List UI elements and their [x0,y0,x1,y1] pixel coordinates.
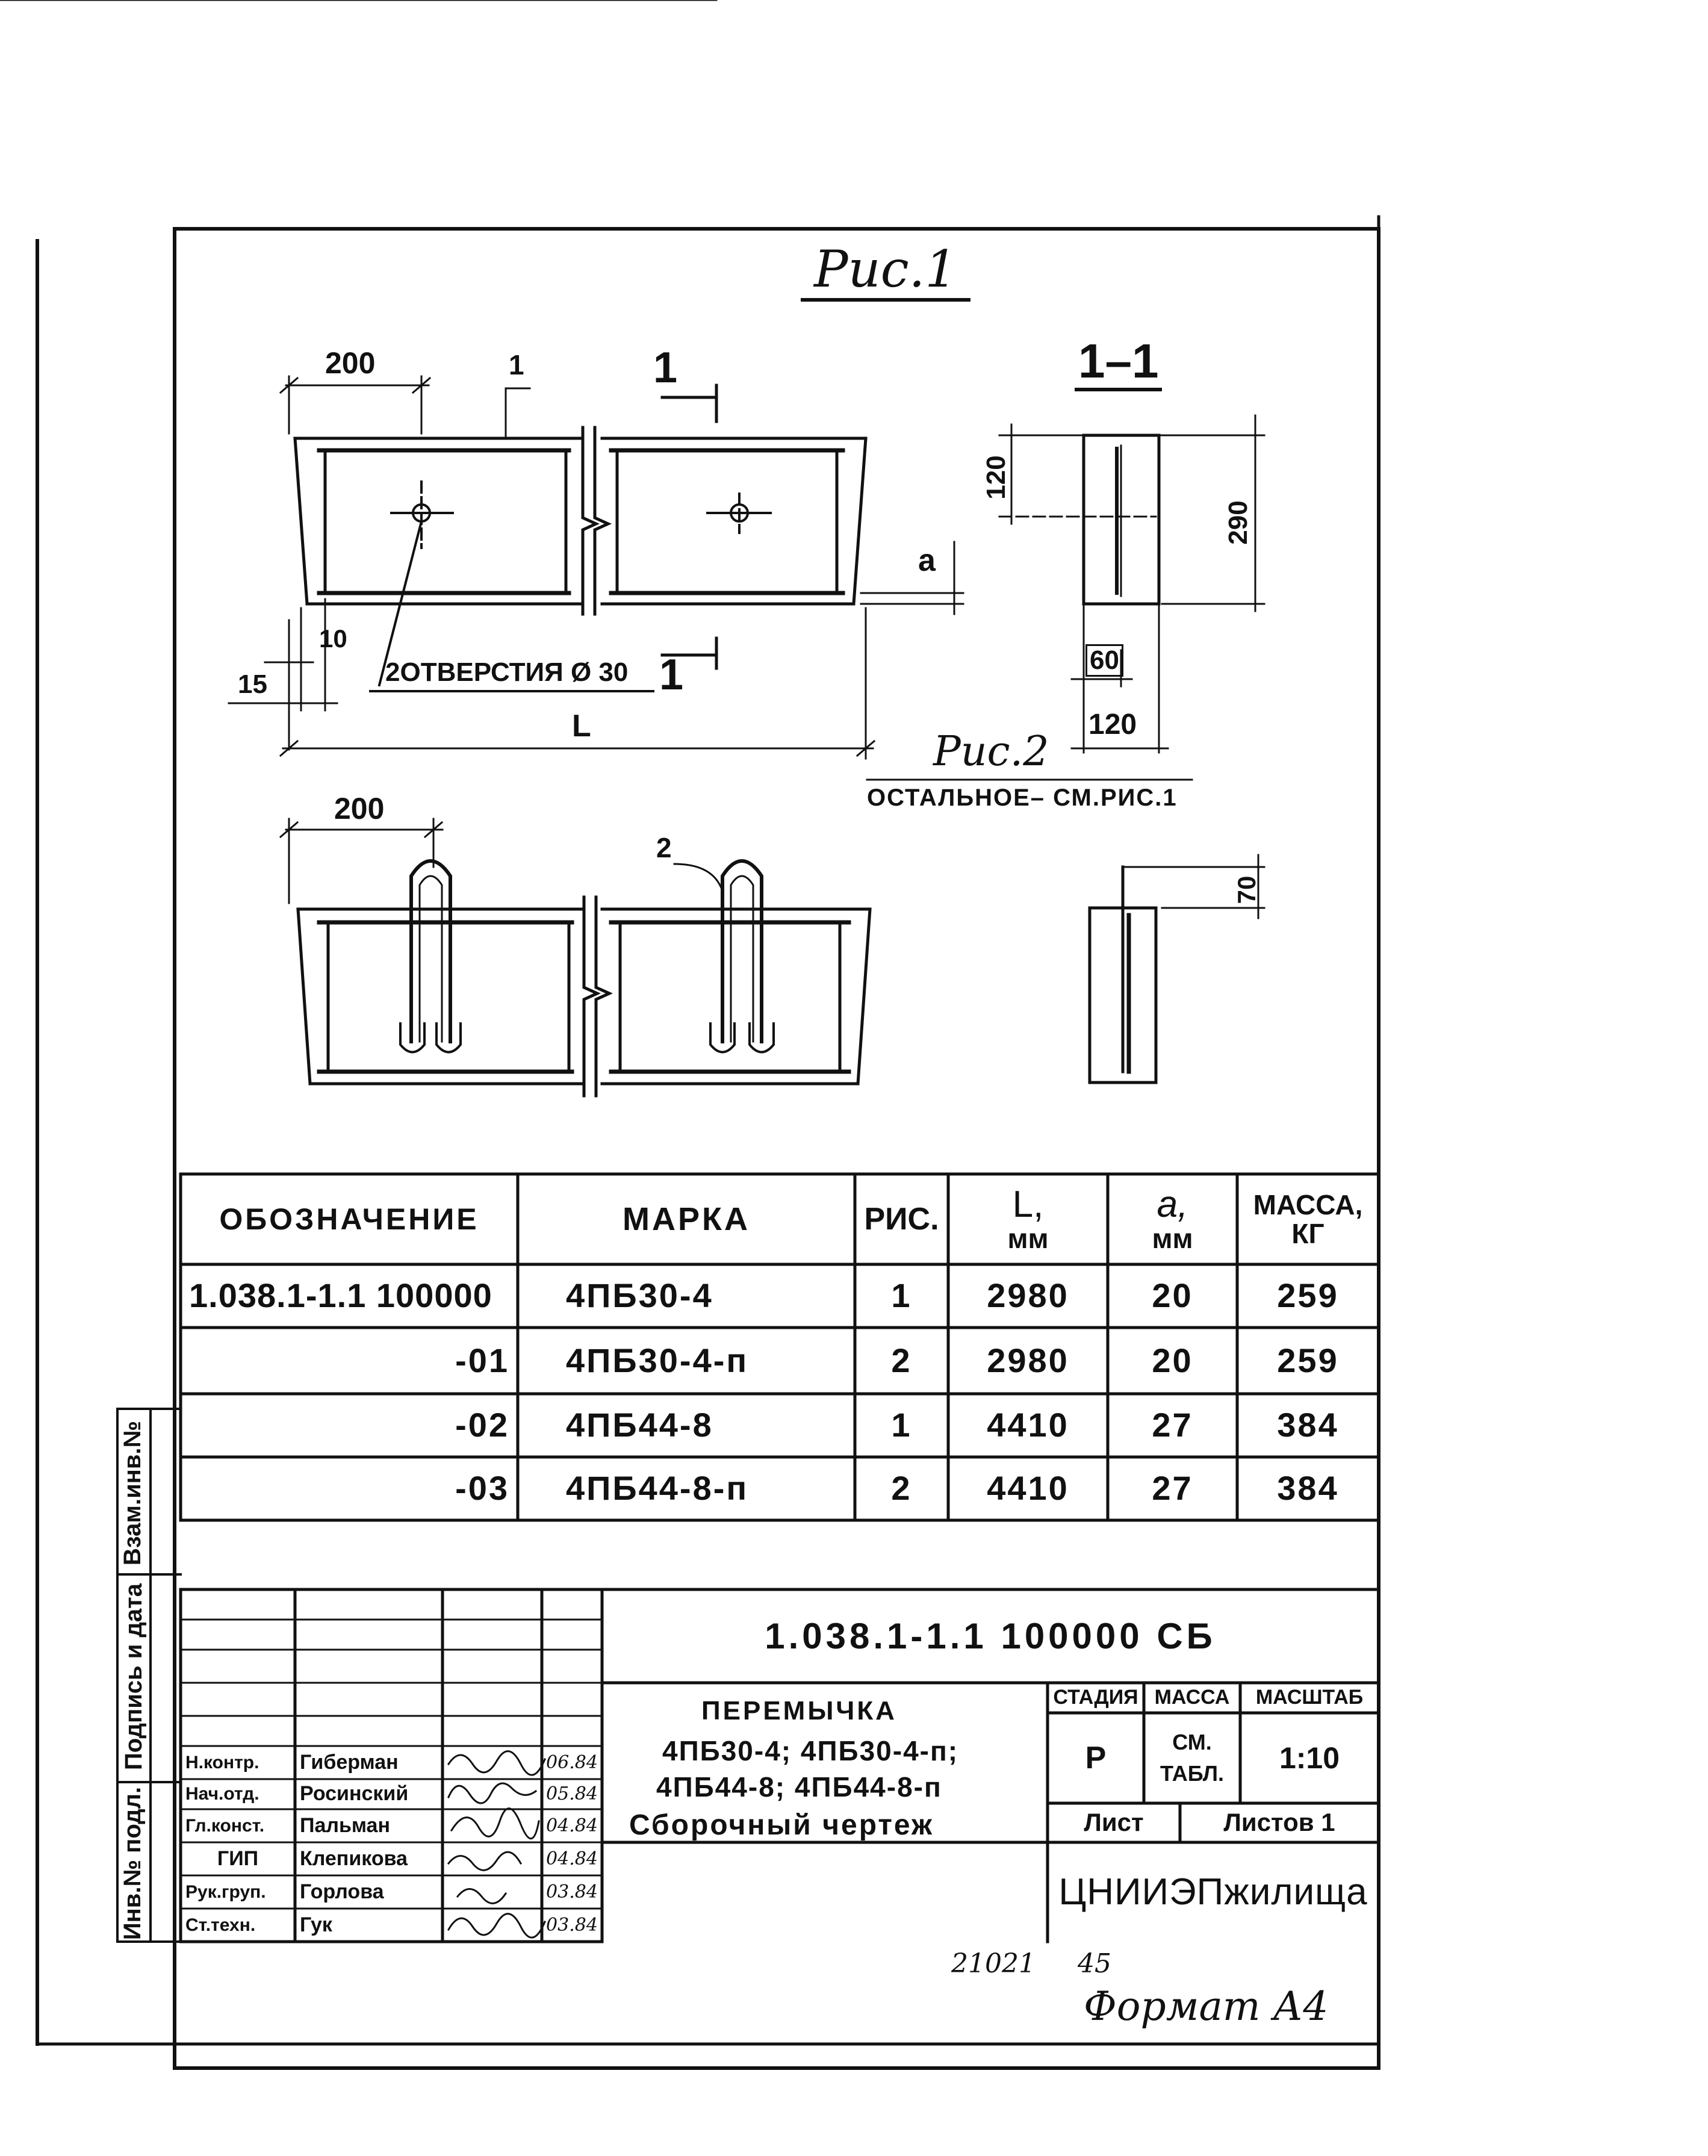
table-row-mark: 4ПБ44-8 [566,1406,713,1444]
table-header-mark: МАРКА [623,1201,750,1237]
length-unit: мм [1007,1223,1049,1255]
dim-15: 15 [238,669,267,699]
table-row-length: 2980 [987,1276,1069,1315]
table-row-mass: 384 [1277,1469,1339,1508]
dim-L: L [572,709,591,744]
signature-date: 04.84 [546,1848,598,1869]
mass-unit: КГ [1291,1218,1324,1249]
side-stamp-podpis-data: Подпись и дата [120,1583,147,1770]
a-label: a, [1157,1184,1188,1226]
table-row-mark: 4ПБ44-8-п [566,1469,749,1508]
sheet-label: Лист [1084,1808,1144,1837]
dim-200-fig1: 200 [325,346,376,380]
table-row-mark: 4ПБ30-4-п [566,1341,749,1379]
table-row-a: 20 [1152,1276,1193,1315]
table-row-fig: 1 [891,1276,912,1315]
table-row-a: 20 [1152,1341,1193,1379]
fig1-title: Рис.1 [801,244,970,302]
signature-role: Гл.конст. [185,1815,265,1836]
mass-label: МАССА [1154,1686,1230,1709]
dim-200-fig2: 200 [334,792,385,825]
table-row-mass: 384 [1277,1406,1339,1444]
table-row-fig: 2 [891,1469,912,1508]
table-row-designation: 1.038.1-1.1 100000 [189,1276,492,1315]
sheets-count: Листов 1 [1223,1808,1335,1837]
signature-role: Н.контр. [185,1752,259,1772]
dim-120-horizontal: 120 [1088,709,1137,741]
table-row-length: 4410 [987,1406,1069,1444]
stage-value: Р [1085,1740,1107,1775]
section-title: 1–1 [1075,337,1162,391]
length-label: L, [1012,1184,1044,1226]
a-unit: мм [1152,1223,1193,1255]
table-header-designation: ОБОЗНАЧЕНИЕ [219,1202,479,1236]
table-row-designation: -02 [455,1406,509,1444]
signature-date: 03.84 [546,1881,598,1903]
table-row-mass: 259 [1277,1276,1339,1315]
signature-role: ГИП [217,1847,259,1870]
table-row-a: 27 [1152,1406,1193,1444]
table-row-length: 4410 [987,1469,1069,1508]
dim-60: 60 [1085,644,1123,677]
table-row-mass: 259 [1277,1341,1339,1379]
dim-120-vertical: 120 [981,455,1011,500]
stage-label: СТАДИЯ [1053,1686,1138,1709]
signature-name: Пальман [300,1813,390,1837]
mass-value-line-2: ТАБЛ. [1160,1761,1224,1786]
table-row-fig: 2 [891,1341,912,1379]
table-row-length: 2980 [987,1341,1069,1379]
mass-label: МАССА, [1253,1188,1363,1220]
scale-label: МАСШТАБ [1255,1686,1364,1709]
table-row-designation: -01 [455,1341,509,1379]
page-number: 45 [1078,1948,1111,1979]
table-row-mark: 4ПБ30-4 [566,1276,713,1315]
title-line-3: 4ПБ44-8; 4ПБ44-8-п [656,1771,942,1803]
signature-date: 05.84 [546,1783,598,1805]
signature-name: Горлова [300,1880,384,1903]
table-row-fig: 1 [891,1406,912,1444]
dim-70-vertical: 70 [1232,875,1261,904]
signature-date: 06.84 [546,1751,598,1773]
holes-note: 2ОТВЕРСТИЯ Ø 30 [385,657,629,687]
table-header-a [1108,1174,1237,1264]
inventory-number: 21021 [951,1948,1036,1979]
fig2-title: Рис.2 [933,728,1049,775]
mass-value [1144,1713,1240,1803]
table-row-a: 27 [1152,1469,1193,1508]
side-stamp-vzam-inv: Взам.инв.№ [119,1420,146,1566]
title-line-2: 4ПБ30-4; 4ПБ30-4-п; [662,1735,959,1766]
mass-value-line-1: СМ. [1172,1730,1212,1755]
document-code: 1.038.1-1.1 100000 СБ [765,1616,1216,1656]
scale-value: 1:10 [1279,1741,1340,1775]
section-mark-top: 1 [653,344,678,392]
format-label: Формат А4 [1084,1983,1329,2030]
dim-290-vertical: 290 [1223,500,1253,545]
dim-a: a [918,543,936,578]
dim-10: 10 [319,624,347,653]
signature-role: Ст.техн. [185,1915,256,1935]
title-line-1: ПЕРЕМЫЧКА [701,1696,897,1726]
signature-name: Гиберман [300,1750,399,1774]
signature-date: 03.84 [546,1914,598,1936]
organization-name: ЦНИИЭПжилища [1058,1871,1368,1913]
section-mark-bottom: 1 [659,651,684,699]
fig2-note: ОСТАЛЬНОЕ– СМ.РИС.1 [867,784,1178,811]
position-1-label: 1 [509,349,524,381]
signature-role: Нач.отд. [185,1784,259,1804]
position-2-label: 2 [656,832,672,863]
signature-name: Клепикова [300,1847,408,1870]
title-line-4: Сборочный чертеж [629,1809,934,1841]
table-header-length [948,1174,1108,1264]
signature-role: Рук.груп. [185,1881,266,1902]
table-header-mass [1237,1174,1379,1264]
signature-date: 04.84 [546,1815,598,1836]
side-stamp-inv-podl: Инв.№ подл. [119,1786,146,1940]
table-row-designation: -03 [455,1469,509,1508]
signature-name: Гук [300,1913,332,1936]
signature-name: Росинский [300,1782,409,1806]
table-header-fig: РИС. [864,1201,939,1237]
